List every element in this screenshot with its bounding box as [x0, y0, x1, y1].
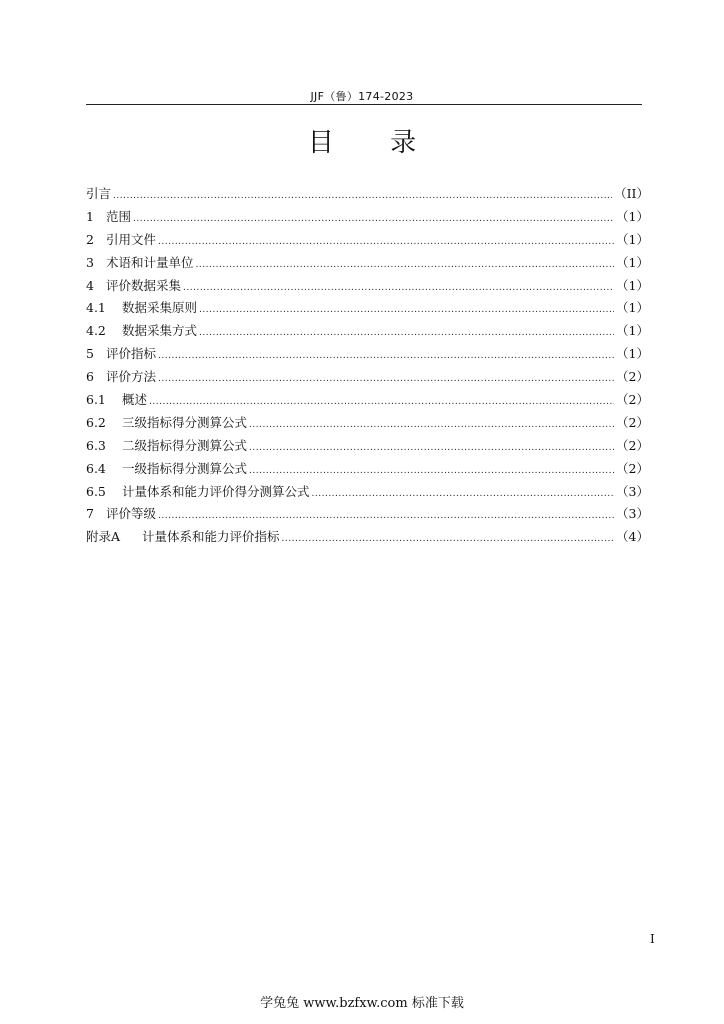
toc-entry-text: 评价指标: [106, 346, 157, 362]
toc-page-ref: （2）: [616, 369, 649, 385]
toc-entry-7[interactable]: [86, 503, 649, 526]
toc-leader-dots: [149, 391, 614, 414]
toc-entry-2[interactable]: [86, 229, 649, 252]
toc-entry-6-1[interactable]: [86, 389, 649, 412]
toc-entry-text: 数据采集方式: [122, 323, 198, 339]
toc-leader-dots: [133, 208, 614, 231]
toc-page-ref: （1）: [616, 231, 649, 247]
toc-leader-dots: [249, 414, 614, 437]
toc-entry-number: 7: [86, 506, 94, 522]
toc-entry-5[interactable]: [86, 343, 649, 366]
toc-entry-number: 1: [86, 208, 94, 224]
toc-entry-text: 评价等级: [106, 506, 157, 522]
toc-entry-text: 范围: [106, 208, 132, 224]
toc-entry-number: 6.1: [86, 392, 106, 408]
toc-entry-text: 二级指标得分测算公式: [122, 437, 248, 453]
page-number: I: [650, 932, 655, 946]
toc-entry-number: 6: [86, 369, 94, 385]
toc-leader-dots: [158, 368, 614, 391]
toc-entry-6-5[interactable]: [86, 481, 649, 504]
toc-entry-4-2[interactable]: [86, 320, 649, 343]
page-title: 目 录: [307, 128, 441, 158]
toc-page-ref: （3）: [616, 483, 649, 499]
toc-page-ref: （1）: [616, 346, 649, 362]
document-code: JJF（鲁）174-2023: [310, 90, 414, 103]
toc-entry-text: 评价数据采集: [106, 277, 182, 293]
toc-leader-dots: [312, 483, 615, 506]
toc-entry-preface[interactable]: [86, 183, 649, 206]
toc-entry-6-2[interactable]: [86, 412, 649, 435]
toc-leader-dots: [158, 505, 614, 528]
toc-entry-text: 一级指标得分测算公式: [122, 460, 248, 476]
toc-entry-4[interactable]: [86, 275, 649, 298]
toc-entry-text: 概述: [122, 392, 148, 408]
toc-entry-text: 计量体系和能力评价指标: [142, 529, 280, 545]
toc-leader-dots: [158, 345, 614, 368]
toc-page-ref: （2）: [616, 414, 649, 430]
toc-leader-dots: [282, 528, 615, 551]
toc-entry-4-1[interactable]: [86, 297, 649, 320]
toc-entry-number: 3: [86, 254, 94, 270]
header-rule: [86, 104, 642, 105]
table-of-contents: [86, 183, 649, 549]
toc-page-ref: （4）: [616, 529, 649, 545]
toc-page-ref: （II）: [614, 186, 649, 201]
toc-entry-3[interactable]: [86, 252, 649, 275]
toc-page-ref: （2）: [616, 392, 649, 408]
toc-entry-number: 6.4: [86, 460, 106, 476]
toc-page-ref: （1）: [616, 254, 649, 270]
toc-entry-number: 6.5: [86, 483, 106, 499]
toc-entry-number: 5: [86, 346, 94, 362]
toc-page-ref: （1）: [616, 300, 649, 316]
toc-leader-dots: [199, 299, 614, 322]
toc-leader-dots: [249, 437, 614, 460]
toc-entry-1[interactable]: [86, 206, 649, 229]
toc-entry-text: 术语和计量单位: [106, 254, 194, 270]
toc-entry-text: 数据采集原则: [122, 300, 198, 316]
toc-entry-appendix-a[interactable]: [86, 526, 649, 549]
toc-leader-dots: [183, 277, 614, 300]
toc-leader-dots: [113, 185, 612, 208]
toc-page-ref: （1）: [616, 323, 649, 339]
toc-entry-number: 6.2: [86, 414, 106, 430]
toc-page-ref: （1）: [616, 208, 649, 224]
toc-entry-number: 2: [86, 231, 94, 247]
toc-entry-text: 计量体系和能力评价得分测算公式: [122, 483, 310, 499]
footer-watermark: 学兔兔 www.bzfxw.com 标准下载: [260, 996, 464, 1011]
toc-page-ref: （3）: [616, 506, 649, 522]
toc-entry-text: 评价方法: [106, 369, 157, 385]
toc-entry-6[interactable]: [86, 366, 649, 389]
toc-page-ref: （2）: [616, 437, 649, 453]
toc-entry-text: 引用文件: [106, 231, 157, 247]
toc-entry-text: 引言: [86, 186, 112, 201]
toc-leader-dots: [196, 254, 615, 277]
toc-entry-6-3[interactable]: [86, 435, 649, 458]
toc-entry-text: 三级指标得分测算公式: [122, 414, 248, 430]
toc-entry-number: 4.1: [86, 300, 106, 316]
toc-leader-dots: [158, 231, 614, 254]
toc-entry-6-4[interactable]: [86, 458, 649, 481]
toc-entry-number: 4.2: [86, 323, 106, 339]
toc-leader-dots: [249, 460, 614, 483]
toc-page-ref: （1）: [616, 277, 649, 293]
toc-entry-number: 6.3: [86, 437, 106, 453]
toc-leader-dots: [199, 322, 614, 345]
toc-page-ref: （2）: [616, 460, 649, 476]
toc-entry-number: 附录A: [86, 529, 121, 545]
toc-entry-number: 4: [86, 277, 94, 293]
